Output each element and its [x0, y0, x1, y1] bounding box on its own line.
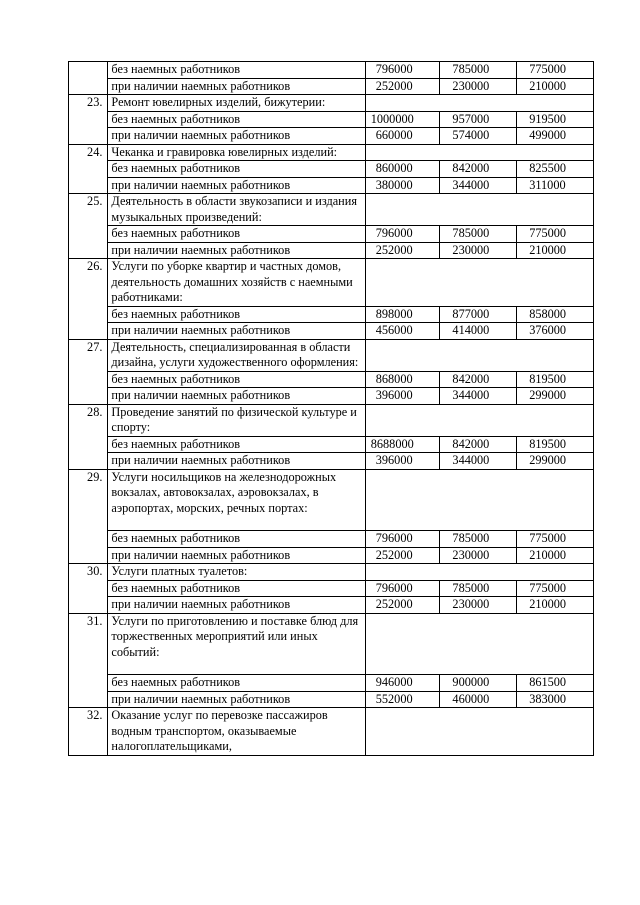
- value-cell: 252000: [365, 597, 440, 614]
- value-cell: 775000: [517, 531, 594, 548]
- value-cell: 775000: [517, 62, 594, 79]
- empty-values-cell: [365, 259, 593, 307]
- section-title: Услуги платных туалетов:: [108, 564, 365, 581]
- empty-values-cell: [365, 339, 593, 371]
- table-row: [69, 306, 594, 323]
- empty-values-cell: [365, 95, 593, 112]
- empty-values-cell: [365, 404, 593, 436]
- table-row: [69, 111, 594, 128]
- row-number: 24.: [69, 144, 108, 194]
- row-label: при наличии наемных работников: [108, 597, 365, 614]
- section-title: Услуги носильщиков на железнодорожных вокзалах, автовокзалах, аэровокзалах, в аэропортах, морских, речных портах:: [108, 469, 365, 531]
- value-cell: 499000: [517, 128, 594, 145]
- row-label: без наемных работников: [108, 436, 365, 453]
- value-cell: 460000: [440, 691, 517, 708]
- value-cell: 552000: [365, 691, 440, 708]
- row-number: 27.: [69, 339, 108, 404]
- value-cell: 299000: [517, 453, 594, 470]
- row-number: 31.: [69, 613, 108, 708]
- table-row: [69, 323, 594, 340]
- row-number: [69, 62, 108, 95]
- table-row: [69, 597, 594, 614]
- tariff-table: [68, 61, 594, 756]
- value-cell: 957000: [440, 111, 517, 128]
- row-label: без наемных работников: [108, 371, 365, 388]
- section-title: Проведение занятий по физической культуре и спорту:: [108, 404, 365, 436]
- value-cell: 376000: [517, 323, 594, 340]
- row-label: без наемных работников: [108, 580, 365, 597]
- value-cell: 900000: [440, 675, 517, 692]
- table-row: [69, 388, 594, 405]
- empty-values-cell: [365, 613, 593, 675]
- table-row: [69, 691, 594, 708]
- table-row: [69, 62, 594, 79]
- empty-values-cell: [365, 708, 593, 756]
- section-title: Оказание услуг по перевозке пассажиров водным транспортом, оказываемые налогоплательщиками,: [108, 708, 365, 756]
- value-cell: 210000: [517, 242, 594, 259]
- value-cell: 574000: [440, 128, 517, 145]
- section-header-row: [69, 469, 594, 531]
- section-header-row: [69, 613, 594, 675]
- value-cell: 819500: [517, 436, 594, 453]
- empty-values-cell: [365, 564, 593, 581]
- table-row: [69, 177, 594, 194]
- value-cell: 8688000: [365, 436, 440, 453]
- row-label: при наличии наемных работников: [108, 691, 365, 708]
- section-title: Услуги по уборке квартир и частных домов, деятельность домашних хозяйств с наемными работниками:: [108, 259, 365, 307]
- value-cell: 252000: [365, 242, 440, 259]
- section-title: Деятельность, специализированная в области дизайна, услуги художественного оформления:: [108, 339, 365, 371]
- row-label: при наличии наемных работников: [108, 547, 365, 564]
- table-row: [69, 531, 594, 548]
- section-header-row: [69, 95, 594, 112]
- value-cell: 877000: [440, 306, 517, 323]
- value-cell: 858000: [517, 306, 594, 323]
- value-cell: 344000: [440, 388, 517, 405]
- table-row: [69, 78, 594, 95]
- value-cell: 785000: [440, 580, 517, 597]
- section-title: Чеканка и гравировка ювелирных изделий:: [108, 144, 365, 161]
- section-header-row: [69, 194, 594, 226]
- value-cell: 396000: [365, 388, 440, 405]
- value-cell: 396000: [365, 453, 440, 470]
- row-label: при наличии наемных работников: [108, 388, 365, 405]
- value-cell: 775000: [517, 580, 594, 597]
- value-cell: 825500: [517, 161, 594, 178]
- value-cell: 842000: [440, 161, 517, 178]
- row-number: 29.: [69, 469, 108, 564]
- table-row: [69, 580, 594, 597]
- value-cell: 919500: [517, 111, 594, 128]
- row-number: 32.: [69, 708, 108, 756]
- row-label: без наемных работников: [108, 675, 365, 692]
- value-cell: 785000: [440, 531, 517, 548]
- value-cell: 860000: [365, 161, 440, 178]
- value-cell: 796000: [365, 531, 440, 548]
- row-number: 28.: [69, 404, 108, 469]
- value-cell: 344000: [440, 453, 517, 470]
- row-label: без наемных работников: [108, 111, 365, 128]
- value-cell: 383000: [517, 691, 594, 708]
- table-row: [69, 675, 594, 692]
- value-cell: 311000: [517, 177, 594, 194]
- row-label: без наемных работников: [108, 531, 365, 548]
- table-row: [69, 547, 594, 564]
- section-header-row: [69, 404, 594, 436]
- row-label: при наличии наемных работников: [108, 177, 365, 194]
- value-cell: 1000000: [365, 111, 440, 128]
- row-label: при наличии наемных работников: [108, 78, 365, 95]
- value-cell: 842000: [440, 436, 517, 453]
- empty-values-cell: [365, 194, 593, 226]
- section-header-row: [69, 564, 594, 581]
- value-cell: 785000: [440, 226, 517, 243]
- row-number: 26.: [69, 259, 108, 340]
- value-cell: 819500: [517, 371, 594, 388]
- empty-values-cell: [365, 144, 593, 161]
- table-row: [69, 161, 594, 178]
- value-cell: 785000: [440, 62, 517, 79]
- row-label: при наличии наемных работников: [108, 453, 365, 470]
- value-cell: 868000: [365, 371, 440, 388]
- value-cell: 230000: [440, 78, 517, 95]
- table-row: [69, 371, 594, 388]
- empty-values-cell: [365, 469, 593, 531]
- value-cell: 796000: [365, 580, 440, 597]
- row-label: без наемных работников: [108, 62, 365, 79]
- table-row: [69, 128, 594, 145]
- value-cell: 344000: [440, 177, 517, 194]
- row-label: при наличии наемных работников: [108, 128, 365, 145]
- value-cell: 946000: [365, 675, 440, 692]
- section-title: Услуги по приготовлению и поставке блюд для торжественных мероприятий или иных событий:: [108, 613, 365, 675]
- section-header-row: [69, 339, 594, 371]
- value-cell: 898000: [365, 306, 440, 323]
- table-row: [69, 436, 594, 453]
- value-cell: 230000: [440, 597, 517, 614]
- value-cell: 414000: [440, 323, 517, 340]
- value-cell: 775000: [517, 226, 594, 243]
- row-label: без наемных работников: [108, 226, 365, 243]
- value-cell: 660000: [365, 128, 440, 145]
- value-cell: 230000: [440, 242, 517, 259]
- value-cell: 380000: [365, 177, 440, 194]
- value-cell: 456000: [365, 323, 440, 340]
- value-cell: 842000: [440, 371, 517, 388]
- row-label: при наличии наемных работников: [108, 242, 365, 259]
- row-label: без наемных работников: [108, 161, 365, 178]
- table-row: [69, 242, 594, 259]
- section-title: Ремонт ювелирных изделий, бижутерии:: [108, 95, 365, 112]
- value-cell: 230000: [440, 547, 517, 564]
- value-cell: 210000: [517, 547, 594, 564]
- table-row: [69, 453, 594, 470]
- value-cell: 796000: [365, 226, 440, 243]
- value-cell: 299000: [517, 388, 594, 405]
- row-number: 23.: [69, 95, 108, 145]
- value-cell: 252000: [365, 547, 440, 564]
- row-label: без наемных работников: [108, 306, 365, 323]
- section-title: Деятельность в области звукозаписи и издания музыкальных произведений:: [108, 194, 365, 226]
- value-cell: 210000: [517, 78, 594, 95]
- section-header-row: [69, 259, 594, 307]
- table-row: [69, 226, 594, 243]
- section-header-row: [69, 144, 594, 161]
- row-number: 25.: [69, 194, 108, 259]
- value-cell: 252000: [365, 78, 440, 95]
- row-label: при наличии наемных работников: [108, 323, 365, 340]
- value-cell: 796000: [365, 62, 440, 79]
- value-cell: 210000: [517, 597, 594, 614]
- section-header-row: [69, 708, 594, 756]
- row-number: 30.: [69, 564, 108, 614]
- value-cell: 861500: [517, 675, 594, 692]
